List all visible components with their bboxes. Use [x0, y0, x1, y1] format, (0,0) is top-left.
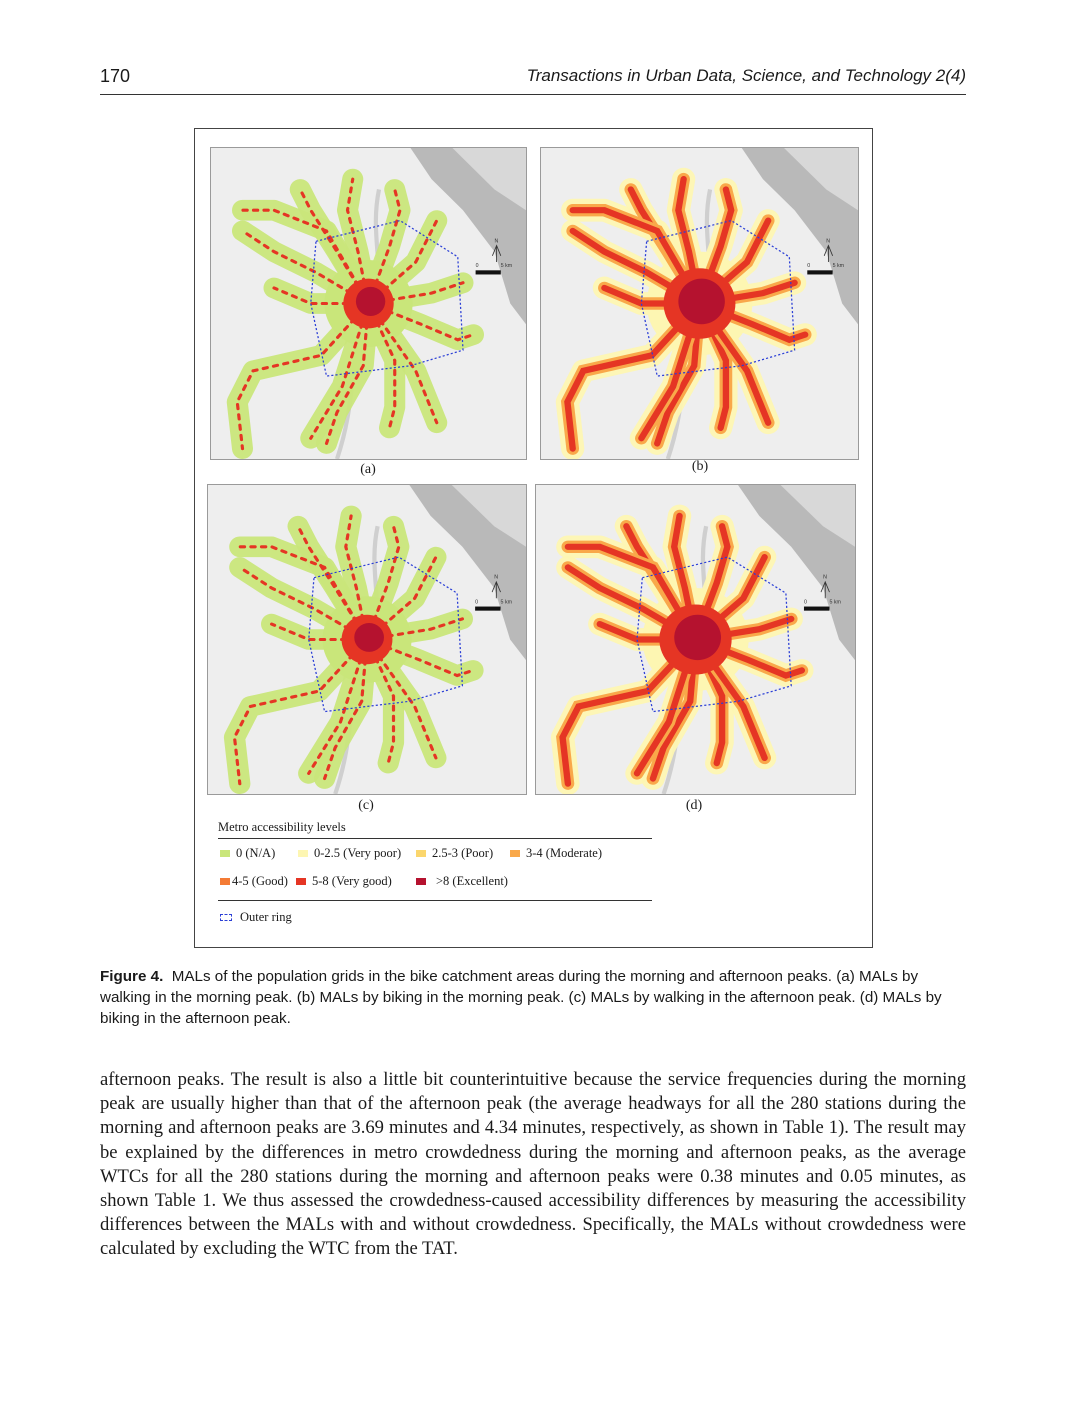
legend-swatch: [510, 850, 520, 857]
legend-item-poor: 2.5-3 (Poor): [416, 846, 493, 861]
scale-zero-label: 0: [475, 263, 479, 270]
scale-length-label: 5 km: [500, 599, 513, 606]
panel-label-b: (b): [691, 459, 709, 474]
figure-caption: [100, 966, 966, 1029]
scale-length-label: 5 km: [829, 599, 841, 606]
map-panel-b: [540, 147, 859, 460]
legend-rule-top: [218, 838, 652, 839]
panel-label-c: (c): [358, 798, 374, 813]
legend-item-very-good: 5-8 (Very good): [296, 874, 392, 889]
scale-length-label: 5 km: [500, 263, 513, 270]
legend-item-excellent: >8 (Excellent): [416, 874, 508, 889]
legend-item-very-poor: 0-2.5 (Very poor): [298, 846, 401, 861]
map-svg: [211, 148, 526, 459]
panel-label-d: (d): [685, 798, 703, 813]
north-label: N: [494, 238, 499, 245]
north-label: N: [823, 574, 827, 581]
map-panel-d: [535, 484, 856, 795]
scale-bar: [807, 270, 832, 274]
scale-bar: [804, 607, 830, 611]
map-svg: [536, 485, 855, 794]
core-excellent: [674, 615, 721, 660]
legend-item-good: 4-5 (Good): [220, 874, 288, 889]
journal-title: Transactions in Urban Data, Science, and Technology 2(4): [526, 66, 966, 85]
caption-label: Figure 4.: [100, 968, 164, 985]
legend-swatch: [296, 878, 306, 885]
map-svg: [541, 148, 858, 459]
core-excellent: [354, 623, 384, 652]
legend-swatch: [298, 850, 308, 857]
legend-swatch: [220, 878, 230, 885]
running-header: [100, 66, 966, 95]
scale-zero-label: 0: [803, 599, 807, 606]
legend-title: Metro accessibility levels: [218, 820, 346, 834]
scale-length-label: 5 km: [832, 263, 845, 270]
core-excellent: [678, 279, 724, 325]
page-number: 170: [100, 66, 131, 86]
legend-item-na: 0 (N/A): [220, 846, 275, 861]
caption-text: MALs of the population grids in the bike catchment areas during the morning and afternoon peaks. (a) MALs by walking in the morning peak. (b) MALs by biking in the morning peak. (c) MALs by walking in the afternoon peak. (d) MALs by biking in the afternoon peak.: [100, 968, 942, 1027]
north-label: N: [494, 574, 499, 581]
legend-item-outer-ring: Outer ring: [220, 910, 292, 925]
scale-zero-label: 0: [807, 263, 811, 270]
legend-swatch: [416, 850, 426, 857]
legend-swatch: [416, 878, 426, 885]
scale-bar: [476, 270, 501, 274]
legend-rule-bottom: [218, 900, 652, 901]
map-panel-c: [207, 484, 527, 795]
legend-swatch: [220, 850, 230, 857]
outer-ring-swatch: [220, 914, 232, 921]
scale-bar: [475, 607, 500, 611]
body-paragraph: afternoon peaks. The result is also a little bit counterintuitive because the service frequencies during the morning peak are usually higher than that of the afternoon peak (the average headways for all the 280 stations during the morning and afternoon peaks are 3.69 minutes and 4.34 minutes, respectively, as shown in Table 1). The result may be explained by the differences in metro crowdedness during the morning and afternoon peaks, as the average WTCs for all the 280 stations during the morning and afternoon peaks were 0.38 minutes and 0.05 minutes, as shown Table 1. We thus assessed the crowdedness-caused accessibility differences by measuring the accessibility differences between the MALs with and without crowdedness. Specifically, the MALs without crowdedness were calculated by excluding the WTC from the TAT.: [100, 1069, 966, 1260]
panel-label-a: (a): [360, 462, 376, 477]
core-excellent: [356, 287, 385, 316]
map-svg: [208, 485, 526, 794]
legend-item-moderate: 3-4 (Moderate): [510, 846, 602, 861]
scale-zero-label: 0: [475, 599, 479, 606]
map-panel-a: [210, 147, 527, 460]
north-label: N: [826, 238, 831, 245]
